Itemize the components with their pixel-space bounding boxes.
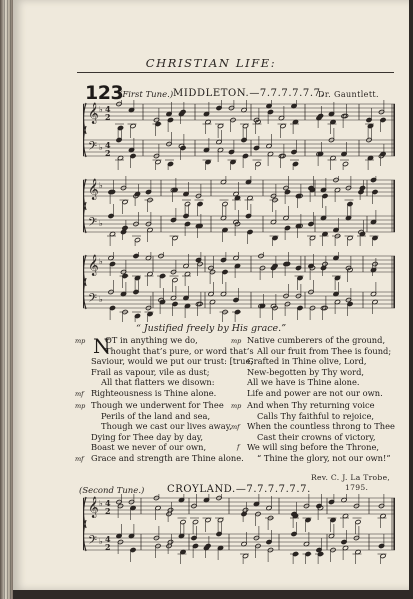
- verse-2-line-1: [75, 400, 244, 411]
- page-edges: [4, 0, 13, 599]
- verse-4-line-4: [231, 432, 395, 443]
- verse-line-text: “ Thine the glory, not our own!”: [257, 452, 391, 463]
- verse-line-text: Boast we never of our own,: [91, 442, 207, 453]
- verse-1-line-1: [75, 335, 254, 346]
- verse-line-text: All that flatters we disown:: [101, 377, 215, 388]
- dynamic-marking: mp: [75, 337, 86, 345]
- verse-4-line-5: [231, 442, 395, 453]
- author-attribution: Rev. C. J. La Trobe,: [311, 473, 391, 482]
- dynamic-marking: mp: [231, 337, 242, 345]
- dynamic-marking: mp: [75, 402, 86, 410]
- verse-2-line-2: [75, 411, 244, 422]
- verse-3-line-4: [231, 367, 391, 378]
- verse-4-line-3: [231, 421, 395, 432]
- verse-4-line-6: [231, 453, 395, 464]
- verse-2-line-5: [75, 442, 244, 453]
- verse-line-text: OT in anything we do,: [105, 335, 198, 345]
- verse-1-line-4: [75, 367, 254, 378]
- verse-line-text: Though we underwent for Thee: [91, 400, 224, 410]
- verse-1-line-6: [75, 388, 254, 399]
- svg-text:𝄞: 𝄞: [88, 103, 99, 124]
- svg-text:𝄢: 𝄢: [88, 216, 98, 232]
- verse-1-line-5: [75, 377, 254, 388]
- tune-name: MIDDLETON.—7.7.7.7.7.7.: [173, 88, 325, 99]
- page-header: CHRISTIAN LIFE:: [145, 56, 277, 70]
- attribution-year: 1795.: [345, 483, 369, 492]
- svg-text:♭: ♭: [99, 499, 103, 508]
- tune-label: (First Tune.): [119, 90, 174, 100]
- dynamic-marking: mp: [231, 402, 242, 410]
- verse-line-text: Thought that’s pure, or word that’s: [105, 345, 254, 356]
- verse-line-text: Native cumberers of the ground,: [247, 335, 386, 345]
- hymnal-page: [13, 0, 409, 590]
- verse-3-line-1: [231, 335, 391, 346]
- verse-3-line-5: [231, 377, 391, 388]
- verse-3-line-2: [231, 346, 391, 357]
- verse-2-line-6: [75, 453, 244, 464]
- svg-text:𝄢: 𝄢: [88, 140, 98, 156]
- svg-text:𝄞: 𝄞: [88, 497, 99, 518]
- verse-line-text: New-begotten by Thy word,: [247, 366, 365, 377]
- svg-text:2: 2: [105, 148, 111, 158]
- svg-text:4: 4: [105, 104, 111, 114]
- svg-text:2: 2: [105, 506, 111, 516]
- verse-3-line-6: [231, 388, 391, 399]
- svg-text:4: 4: [105, 534, 111, 544]
- verse-line-text: Cast their crowns of victory,: [257, 431, 376, 442]
- verse-2: [75, 400, 244, 464]
- dynamic-marking: f: [237, 443, 240, 452]
- verse-3-line-3: [231, 356, 391, 367]
- verse-line-text: Though we cast our lives away,: [101, 421, 232, 432]
- svg-text:𝄞: 𝄞: [88, 255, 99, 276]
- second-tune-name: CROYLAND.—7.7.7.7.7.7.: [167, 484, 311, 495]
- svg-text:♭: ♭: [99, 105, 103, 114]
- svg-text:♭: ♭: [99, 181, 103, 190]
- verse-line-text: And when Thy returning voice: [247, 400, 375, 410]
- verse-2-line-3: [75, 421, 244, 432]
- verse-line-text: Dying for Thee day by day,: [91, 431, 203, 442]
- composer: Dr. Gauntlett.: [318, 90, 379, 99]
- verse-1-line-2: [75, 346, 254, 357]
- svg-text:𝄢: 𝄢: [88, 534, 98, 550]
- svg-text:2: 2: [105, 542, 111, 552]
- svg-text:♭: ♭: [99, 537, 103, 546]
- verse-4: [231, 400, 395, 464]
- svg-text:𝄞: 𝄞: [88, 179, 99, 200]
- music-system-4: [83, 494, 403, 564]
- svg-text:2: 2: [105, 112, 111, 122]
- verse-4-line-1: [231, 400, 395, 411]
- hymn-number: 123: [85, 82, 124, 104]
- verse-4-line-2: [231, 411, 395, 422]
- svg-text:♭: ♭: [99, 219, 103, 228]
- verse-line-text: Grafted in Thine olive, Lord,: [247, 356, 367, 367]
- verse-2-line-4: [75, 432, 244, 443]
- verse-1-line-3: [75, 356, 254, 367]
- verse-line-text: All we have is Thine alone.: [247, 377, 360, 388]
- music-system-1: [83, 100, 403, 170]
- verse-line-text: Calls Thy faithful to rejoice,: [257, 410, 375, 421]
- svg-text:𝄢: 𝄢: [88, 292, 98, 308]
- verse-1: [75, 335, 254, 399]
- verse-line-text: All our fruit from Thee is found;: [257, 345, 392, 356]
- header-rule: [77, 72, 394, 73]
- dynamic-marking: mf: [75, 454, 84, 463]
- verse-line-text: Righteousness is Thine alone.: [91, 387, 217, 398]
- drop-cap: N: [93, 334, 111, 358]
- svg-text:♭: ♭: [99, 295, 103, 304]
- verse-line-text: Life and power are not our own.: [247, 387, 383, 398]
- verse-line-text: Saviour, would we put our trust: [true,: [91, 356, 253, 367]
- text-title: “ Justified freely by His grace.”: [135, 323, 287, 334]
- svg-text:4: 4: [105, 140, 111, 150]
- dynamic-marking: mf: [231, 423, 240, 432]
- verse-3: [231, 335, 391, 399]
- verse-line-text: When the countless throng to Thee: [247, 421, 395, 432]
- svg-text:4: 4: [105, 498, 111, 508]
- music-system-2: [83, 176, 403, 246]
- verse-line-text: Perils of the land and sea,: [101, 410, 211, 421]
- dynamic-marking: mf: [75, 389, 84, 398]
- verse-line-text: We will sing before the Throne,: [247, 442, 380, 453]
- verse-line-text: Grace and strength are Thine alone.: [91, 452, 244, 463]
- verse-line-text: Frail as vapour, vile as dust;: [91, 366, 210, 377]
- second-tune-label: (Second Tune.): [79, 486, 145, 496]
- music-system-3: [83, 252, 403, 322]
- svg-text:♭: ♭: [99, 143, 103, 152]
- svg-text:♭: ♭: [99, 257, 103, 266]
